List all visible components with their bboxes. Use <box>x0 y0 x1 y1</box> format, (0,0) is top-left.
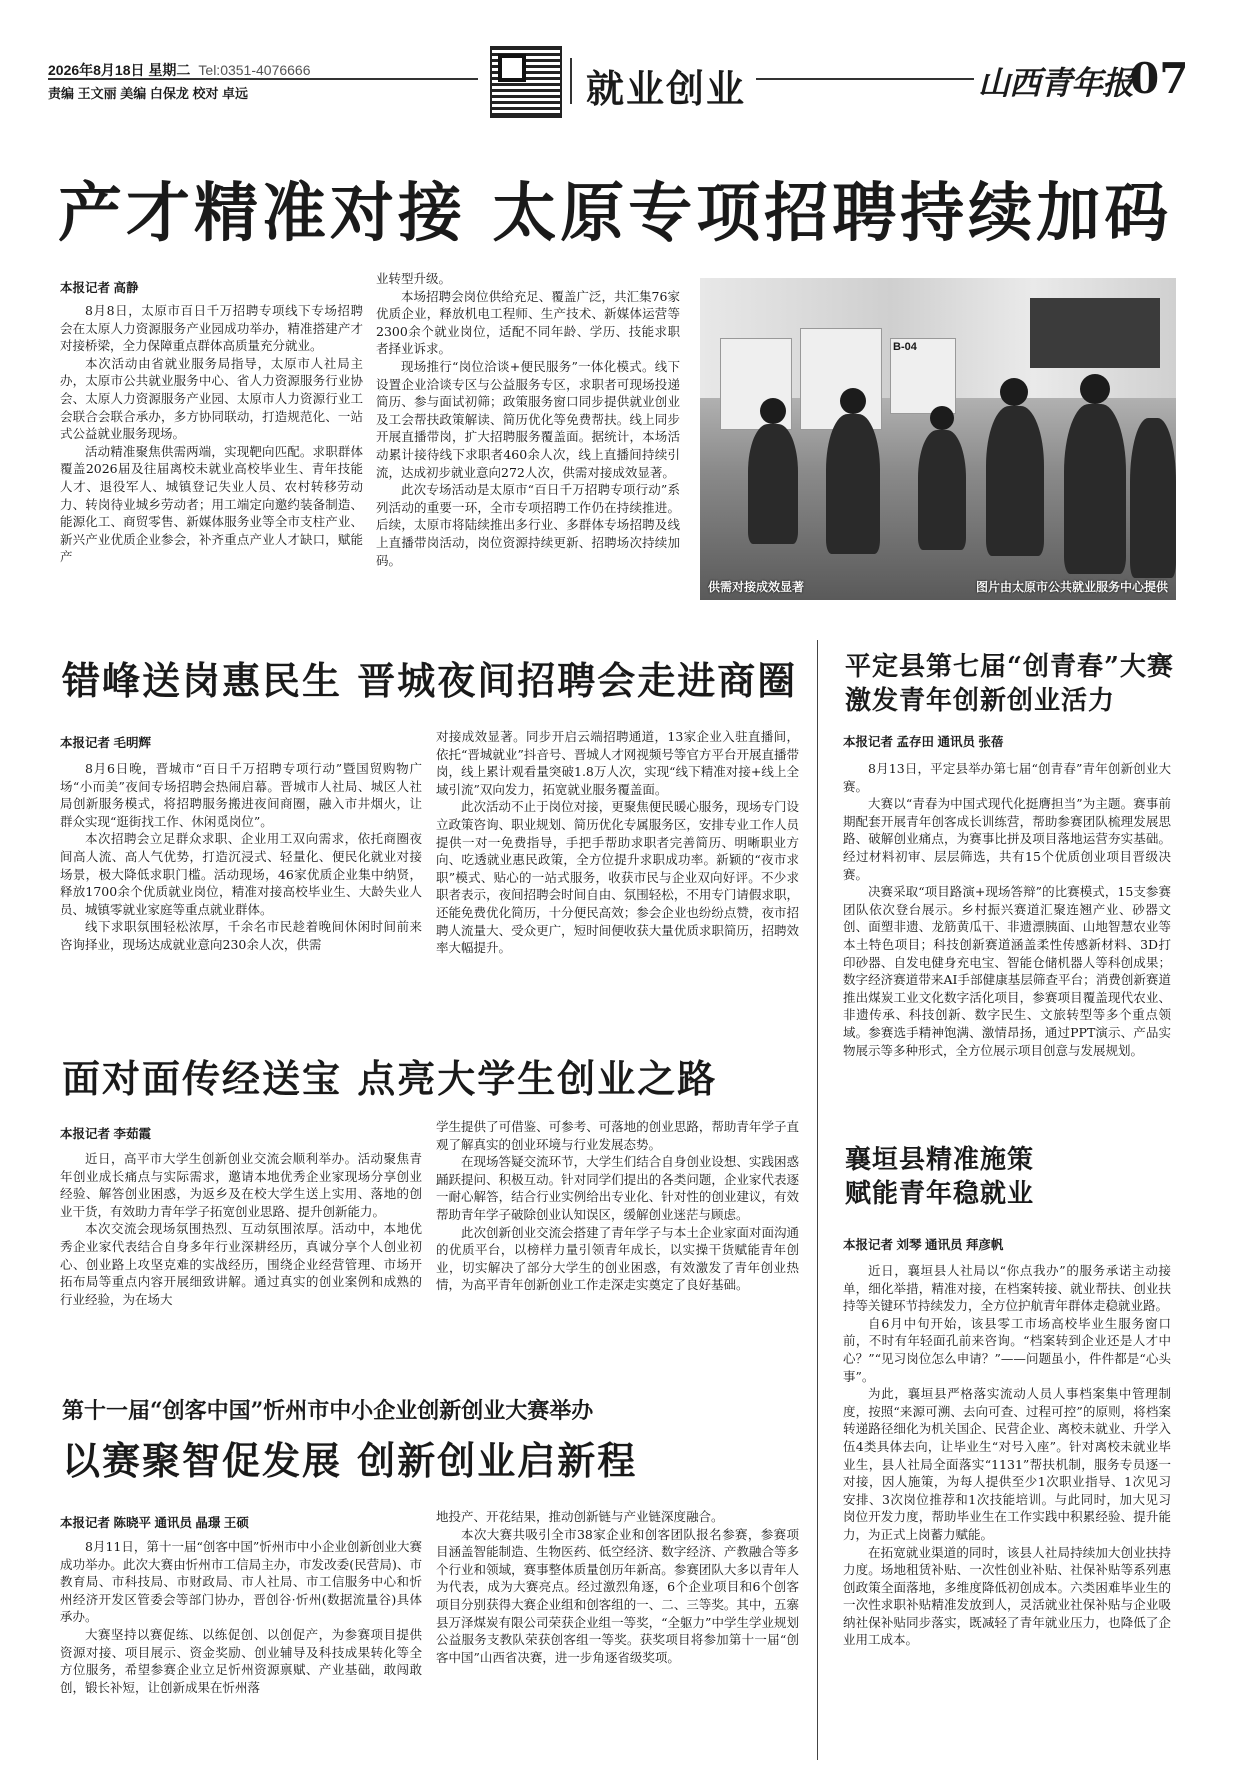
sidebar-headline-pingding: 平定县第七届“创青春”大赛 激发青年创新创业活力 <box>845 652 1174 716</box>
display-screen <box>1030 298 1160 368</box>
article4-column-1 <box>60 1538 422 1764</box>
paragraph: 地投产、开花结果，推动创新链与产业链深度融合。 <box>436 1509 724 1524</box>
paragraph: 学生提供了可借鉴、可参考、可落地的创业思路，帮助青年学子直观了解真实的创业环境与行业发展态势。 <box>436 1119 799 1152</box>
qr-code-icon[interactable] <box>490 46 562 118</box>
article3-column-2 <box>436 1118 799 1406</box>
article2-column-2 <box>436 728 799 1044</box>
paragraph: 本次交流会现场氛围热烈、互动氛围浓厚。活动中，本地优秀企业家代表结合自身多年行业深耕经历，真诚分享个人创业初心、创业路上攻坚克难的实战经历，围绕企业经营管理、市场开拓布局等重点内容开展细致讲解。通过真实的创业案例和成熟的行业经验，为在场大 <box>60 1221 422 1307</box>
column-divider <box>817 640 818 1760</box>
sidebar1-text <box>843 760 1171 1122</box>
paragraph: 此次创新创业交流会搭建了青年学子与本土企业家面对面沟通的优质平台，以榜样力量引领青年成长，以实操干货赋能青年创业，切实解决了部分大学生的创业困惑，有效激发了青年创业热情，为高平青年创新创业工作走深走实奠定了良好基础。 <box>436 1224 799 1293</box>
header-rule-right <box>756 78 974 80</box>
paragraph: 线下求职氛围轻松浓厚，千余名市民趁着晚间休闲时间前来咨询择业，现场达成就业意向230余人次，供需 <box>60 919 422 952</box>
paragraph: 在拓宽就业渠道的同时，该县人社局持续加大创业扶持力度。场地租赁补贴、一次性创业补贴、社保补贴等系列惠创政策全面落地，多维度降低初创成本。六类困难毕业生的一次性求职补贴精准发放到人，灵活就业社保补贴与企业吸纳社保补贴同步落实，既减轻了青年就业压力，也降低了企业用工成本。 <box>843 1544 1171 1648</box>
paragraph: 为此，襄垣县严格落实流动人员人事档案集中管理制度，按照“来源可溯、去向可查、过程可控”的原则，将档案转递路径细化为机关国企、民营企业、离校未就业、升学入伍4类具体去向，让毕业生“对号入座”。针对离校未就业毕业生，县人社局全面落实“1131”帮扶机制，服务专员逐一对接，因人施策，为每人提供至少1次职业指导、1次见习安排、3次岗位推荐和1次技能培训。与此同时，加大见习岗位开发力度，帮助毕业生在工作实践中积累经验、提升能力，为正式上岗蓄力赋能。 <box>843 1386 1171 1542</box>
issue-date: 2026年8月18日 星期二 Tel:0351-4076666 <box>48 62 311 78</box>
article-byline: 本报记者 陈晓平 通讯员 晶璟 王硕 <box>60 1516 249 1530</box>
article-byline: 本报记者 李茹霞 <box>60 1127 151 1141</box>
sidebar-headline-xiangyuan: 襄垣县精准施策 赋能青年稳就业 <box>845 1145 1035 1209</box>
paragraph: 在现场答疑交流环节，大学生们结合自身创业设想、实践困惑踊跃提问、积极互动。针对同学们提出的各类问题，企业家代表逐一耐心解答，结合行业实例给出专业化、针对性的创业建议，有效帮助青年学子破除创业认知误区，缓解创业迷茫与顾虑。 <box>436 1154 799 1222</box>
paragraph: 大赛以“青春为中国式现代化挺膺担当”为主题。赛事前期配套开展青年创客成长训练营，帮助参赛团队梳理发展思路、破解创业痛点，为赛事比拼及项目落地运营夯实基础。经过材料初审、层层筛选，共有15个优质创业项目晋级决赛。 <box>843 796 1171 882</box>
page-number: 07 <box>1130 54 1189 103</box>
paragraph: 业转型升级。 <box>376 271 452 286</box>
header-rule-left <box>48 78 478 80</box>
article4-column-2 <box>436 1508 799 1764</box>
editorial-staff: 责编 王文丽 美编 白保龙 校对 卓远 <box>48 86 249 101</box>
sidebar2-text <box>843 1262 1171 1764</box>
newspaper-logo: 山西青年报 <box>978 64 1134 102</box>
lead-column-1 <box>60 302 363 602</box>
paragraph: 8月6日晚，晋城市“百日千万招聘专项行动”暨国贸购物广场“小而美”夜间专场招聘会热闹启幕。晋城市人社局、城区人社局创新服务模式，将招聘服务搬进夜间商圈，融入市井烟火，让群众实现“逛街找工作、休闲觅岗位”。 <box>60 761 422 829</box>
paragraph: 此次专场活动是太原市“百日千万招聘专项行动”系列活动的重要一环，全市专项招聘工作仍在持续推进。后续，太原市将陆续推出多行业、多群体专场招聘及线上直播带岗活动，岗位资源持续更新、招聘场次持续加码。 <box>376 482 680 568</box>
paragraph: 8月8日，太原市百日千万招聘专项线下专场招聘会在太原人力资源服务产业园成功举办，精准搭建产才对接桥梁，全力保障重点群体高质量充分就业。 <box>60 303 363 354</box>
article-kicker: 第十一届“创客中国”忻州市中小企业创新创业大赛举办 <box>62 1398 594 1424</box>
paragraph: 对接成效显著。同步开启云端招聘通道，13家企业入驻直播间，依托“晋城就业”抖音号、晋城人才网视频号等官方平台开展直播带岗，线上累计观看量突破1.8万人次，实现“线下精准对接+线上全域引流”双向发力，拓宽就业服务覆盖面。 <box>436 729 799 797</box>
paragraph: 8月11日，第十一届“创客中国”忻州市中小企业创新创业大赛成功举办。此次大赛由忻州市工信局主办，市发改委(民营局)、市教育局、市科技局、市财政局、市人社局、市工信服务中心和忻州经济开发区管委会等部门协办，晋创谷·忻州(数据流量谷)具体承办。 <box>60 1539 422 1625</box>
paragraph: 决赛采取“项目路演+现场答辩”的比赛模式，15支参赛团队依次登台展示。乡村振兴赛道汇聚连翘产业、砂器文创、面塑非遗、龙筋黄瓜干、非遗漂胰面、山地智慧农业等本土特色项目；科技创新赛道涵盖柔性传感新材料、3D打印砂器、自发电健身充电宝、智能仓储机器人等科创成果；数字经济赛道带来AI手部健康基层筛查平台；消费创新赛道推出煤炭工业文化数字活化项目，参赛项目覆盖现代农业、非遗传承、科技创新、数字民生、文旅转型等多个重点领域。参赛选手精神饱满、激情昂扬，通过PPT演示、产品实物展示等多种形式，全方位展示项目创意与发展规划。 <box>843 884 1171 1058</box>
paragraph: 本次大赛共吸引全市38家企业和创客团队报名参赛，参赛项目涵盖智能制造、生物医药、低空经济、数字经济、产教融合等多个行业和领域，赛事整体质量创历年新高。参赛团队大多以青年人为代表，成为大赛亮点。经过激烈角逐，6个企业项目和6个创客项目分别获得大赛企业组和创客组的一、二、三等奖。其中，五寨县万泽煤炭有限公司荣获企业组一等奖，“全躯力”中学生学业规划公益服务支教队荣获创客组一等奖。获奖项目将参加第十一届“创客中国”山西省决赛，进一步角逐省级奖项。 <box>436 1526 799 1665</box>
paragraph: 大赛坚持以赛促练、以练促创、以创促产，为参赛项目提供资源对接、项目展示、资金奖励、创业辅导及科技成果转化等全方位服务，希望参赛企业立足忻州资源禀赋、产业基础，敢闯敢创，锻长补短，让创新成果在忻州落 <box>60 1626 422 1695</box>
article-byline: 本报记者 毛明辉 <box>60 736 151 750</box>
phone-number: Tel:0351-4076666 <box>198 62 311 78</box>
paragraph: 此次活动不止于岗位对接，更聚焦便民暖心服务，现场专门设立政策咨询、职业规划、简历优化专属服务区，安排专业工作人员提供一对一免费指导，手把手帮助求职者完善简历、明晰职业方向、吃透就业惠民政策，全方位提升求职成功率。新颖的“夜市求职”模式、贴心的一站式服务，收获市民与企业双向好评。不少求职者表示，夜间招聘会时间自由、氛围轻松，不用专门请假求职，还能免费优化简历，十分便民高效；参会企业也纷纷点赞，夜市招聘人流量大、受众更广，短时间便收获大量优质求职简历，招聘效率大幅提升。 <box>436 799 799 956</box>
paragraph: 活动精准聚焦供需两端，实现靶向匹配。求职群体覆盖2026届及往届离校未就业高校毕业生、青年技能人才、退役军人、城镇登记失业人员、农村转移劳动力、转岗待业城乡劳动者；用工端定向邀约装备制造、能源化工、商贸零售、新媒体服务业等全市支柱产业、新兴产业优质企业参会，补齐重点产业人才缺口，赋能产 <box>60 443 363 565</box>
sidebar-byline: 本报记者 孟存田 通讯员 张蓓 <box>843 735 1004 749</box>
paragraph: 自6月中旬开始，该县零工市场高校毕业生服务窗口前，不时有年轻面孔前来咨询。“档案转到企业还是人才中心？”“见习岗位怎么申请？”——问题虽小，件件都是“心头事”。 <box>843 1315 1171 1384</box>
photo-credit: 图片由太原市公共就业服务中心提供 <box>975 580 1168 594</box>
lead-byline: 本报记者 高静 <box>60 281 139 295</box>
paragraph: 近日，高平市大学生创新创业交流会顺利举办。活动聚焦青年创业成长痛点与实际需求，邀请本地优秀企业家现场分享创业经验、解答创业困惑，为返乡及在校大学生送上实用、落地的创业干货，有效助力青年学子拓宽创业思路、提升创新能力。 <box>60 1151 422 1219</box>
article2-column-1 <box>60 760 422 1044</box>
lead-column-2 <box>376 270 680 602</box>
paragraph: 本次活动由省就业服务局指导，太原市人社局主办，太原市公共就业服务中心、省人力资源服务行业协会、太原人力资源服务产业园、太原市人力资源行业工会联合会联合承办，多方协同联动，打造规范化、一站式公益就业服务现场。 <box>60 355 363 442</box>
paragraph: 近日，襄垣县人社局以“你点我办”的服务承诺主动接单，细化举措，精准对接，在档案转接、就业帮扶、创业扶持等关键环节持续发力，全方位护航青年群体走稳就业路。 <box>843 1263 1171 1314</box>
article3-column-1 <box>60 1150 422 1406</box>
photo-caption: 供需对接成效显著 <box>708 580 805 594</box>
job-fair-photo <box>700 278 1176 600</box>
lead-headline: 产才精准对接 太原专项招聘持续加码 <box>58 176 1173 251</box>
paragraph: 本场招聘会岗位供给充足、覆盖广泛，共汇集76家优质企业，释放机电工程师、生产技术、新媒体运营等2300余个就业岗位，适配不同年龄、学历、技能求职者择业诉求。 <box>376 288 680 357</box>
paragraph: 8月13日，平定县举办第七届“创青春”青年创新创业大赛。 <box>843 761 1171 794</box>
article-headline-gaoping: 面对面传经送宝 点亮大学生创业之路 <box>62 1056 718 1101</box>
sidebar-byline: 本报记者 刘琴 通讯员 拜彦帆 <box>843 1238 1004 1252</box>
section-title: 就业创业 <box>586 66 747 111</box>
article-headline-xinzhou: 以赛聚智促发展 创新创业启新程 <box>62 1438 638 1483</box>
booth-sign: B-04 <box>890 338 956 414</box>
paragraph: 现场推行“岗位洽谈+便民服务”一体化模式。线下设置企业洽谈专区与公益服务专区，求职者可现场投递简历、参与面试初筛；政策服务窗口同步提供就业创业及工会帮扶政策解读、简历优化等免费帮扶。线上同步开展直播带岗，扩大招聘服务覆盖面。据统计，本场活动累计接待线下求职者460余人次，线上直播间持续引流，达成初步就业意向272人次，供需对接成效显著。 <box>376 358 680 480</box>
paragraph: 本次招聘会立足群众求职、企业用工双向需求，依托商圈夜间高人流、高人气优势，打造沉浸式、轻量化、便民化就业对接场景，极大降低求职门槛。活动现场，46家优质企业集中纳贤，释放1700余个优质就业岗位，精准对接高校毕业生、大龄失业人员、城镇零就业家庭等重点就业群体。 <box>60 831 422 917</box>
article-headline-jincheng: 错峰送岗惠民生 晋城夜间招聘会走进商圈 <box>62 658 798 703</box>
